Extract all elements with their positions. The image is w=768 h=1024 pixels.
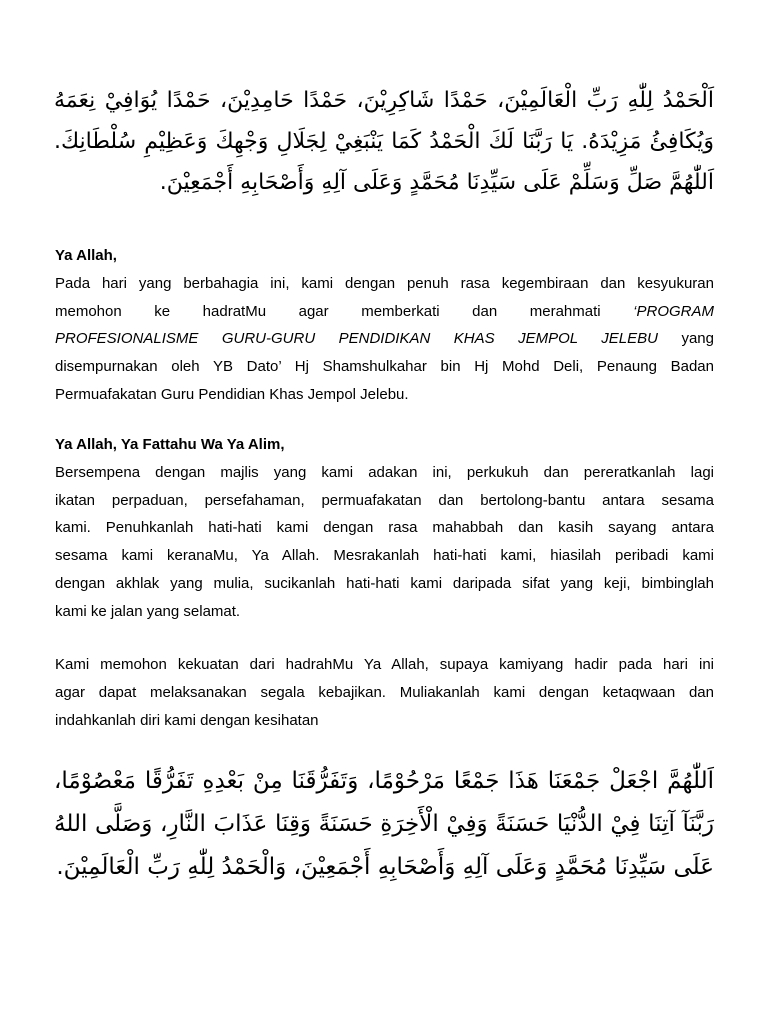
section-heading: Ya Allah, Ya Fattahu Wa Ya Alim, [55,436,285,453]
paragraph-line: Kami memohon kekuatan dari hadrahMu Ya Allah, supaya kamiyang hadir pada hari ini [55,656,714,673]
section-heading: Ya Allah, [55,247,117,264]
section-kami-memohon [55,651,714,734]
program-name: PROFESIONALISME GURU-GURU PENDIDIKAN KHAS JEMPOL JELEBU [55,330,658,348]
paragraph-line: kami. Penuhkanlah hati-hati kami dengan rasa mahabbah dan kasih sayang antara [55,519,714,537]
paragraph-line: indahkanlah diri kami dengan kesihatan [55,711,319,729]
paragraph-line: ikatan perpaduan, persefahaman, permuafakatan dan bertolong-bantu antara sesama [55,491,714,509]
paragraph-line: disempurnakan oleh YB Dato’ Hj Shamshulkahar bin Hj Mohd Deli, Penaung Badan [55,358,714,376]
paragraph-line: agar dapat melaksanakan segala kebajikan. Muliakanlah kami dengan ketaqwaan dan [55,683,714,701]
program-name-start: ‘PROGRAM [633,302,714,320]
paragraph-line [55,325,714,353]
section-ya-fattahu [55,431,714,626]
paragraph-text: memohon ke hadratMu agar memberkati dan merahmati [55,302,634,320]
paragraph-line: kami ke jalan yang selamat. [55,602,241,620]
paragraph-line [55,298,714,326]
paragraph-line: Pada hari yang berbahagia ini, kami dengan penuh rasa kegembiraan dan kesyukuran [55,274,714,292]
arabic-opening-prayer: اَلْحَمْدُ لِلّٰهِ رَبِّ الْعَالَمِيْنَ، حَمْدًا شَاكِرِيْنَ، حَمْدًا حَامِدِيْنَ، حَمْدًا يُوَافِيْ نِعَمَهُ وَيُكَافِئُ مَزِيْدَهُ. يَا رَبَّنَا لَكَ الْحَمْدُ كَمَا يَنْبَغِيْ لِجَلَالِ وَجْهِكَ وَعَظِيْمِ سُلْطَانِكَ. اَللّٰهُمَّ صَلِّ وَسَلِّمْ عَلَى سَيِّدِنَا مُحَمَّدٍ وَعَلَى آلِهِ وَأَصْحَابِهِ أَجْمَعِيْنَ. [54,88,714,195]
arabic-closing-prayer: اَللّٰهُمَّ اجْعَلْ جَمْعَنَا هَذَا جَمْعًا مَرْحُوْمًا، وَتَفَرُّقَنَا مِنْ بَعْدِهِ تَفَرُّقًا مَعْصُوْمًا، رَبَّنَآ آتِنَا فِيْ الدُّنْيَا حَسَنَةً وَفِيْ الْأَخِرَةِ حَسَنَةً وَقِنَا عَذَابَ النَّارِ، وَصَلَّى اللهُ عَلَى سَيِّدِنَا مُحَمَّدٍ وَعَلَى آلِهِ وَأَصْحَابِهِ أَجْمَعِيْنَ، وَالْحَمْدُ لِلّٰهِ رَبِّ الْعَالَمِيْنَ. [54,768,714,880]
paragraph-text: yang [658,330,714,348]
section-ya-allah [55,242,714,409]
paragraph-line: sesama kami keranaMu, Ya Allah. Mesrakanlah hati-hati kami, hiasilah peribadi kami [55,547,714,565]
paragraph-line: Permuafakatan Guru Pendidian Khas Jempol Jelebu. [55,385,409,403]
paragraph-line: dengan akhlak yang mulia, sucikanlah hati-hati kami daripada sifat yang keji, bimbinglah [55,574,714,592]
paragraph-line: Bersempena dengan majlis yang kami adakan ini, perkukuh dan pereratkanlah lagi [55,463,714,481]
